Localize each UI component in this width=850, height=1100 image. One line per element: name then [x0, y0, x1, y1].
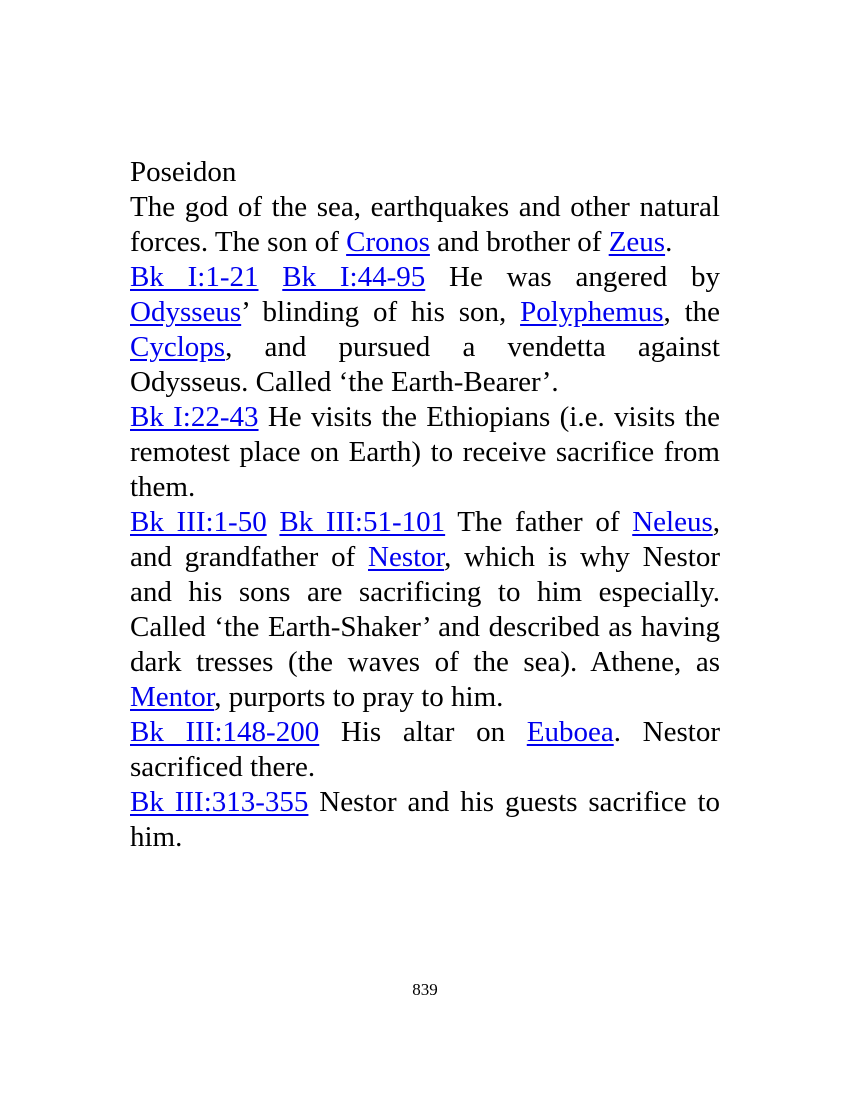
- paragraph-text: The father of: [445, 506, 633, 538]
- paragraph-text: , purports to pray to him.: [214, 681, 504, 713]
- entry-content: [130, 155, 720, 855]
- entry-title: Poseidon: [130, 156, 237, 188]
- paragraph-text: [258, 261, 282, 293]
- entry-paragraph: [130, 190, 720, 260]
- cross-reference-link[interactable]: Neleus: [632, 506, 713, 538]
- paragraph-text: .: [665, 226, 673, 258]
- cross-reference-link[interactable]: Bk III:1-50: [130, 506, 267, 538]
- cross-reference-link[interactable]: Nestor: [368, 541, 445, 573]
- cross-reference-link[interactable]: Bk III:51-101: [279, 506, 446, 538]
- cross-reference-link[interactable]: Odysseus: [130, 296, 242, 328]
- entry-paragraph: [130, 715, 720, 785]
- cross-reference-link[interactable]: Zeus: [608, 226, 666, 258]
- entry-paragraph: [130, 785, 720, 855]
- paragraph-text: . Nestor sacrificed there.: [130, 716, 720, 783]
- cross-reference-link[interactable]: Cyclops: [130, 331, 226, 363]
- entry-paragraph: [130, 505, 720, 715]
- page-number: 839: [412, 980, 438, 999]
- paragraph-text: , which is why Nestor and his sons are sacrificing to him especially. Called ‘the Earth-Shaker’ and described as having dark tresses (the waves of the sea). Athene, as: [130, 541, 720, 678]
- paragraph-text: ’ blinding of his son,: [241, 296, 521, 328]
- paragraph-text: [267, 506, 280, 538]
- entry-paragraph: [130, 260, 720, 400]
- cross-reference-link[interactable]: Bk I:22-43: [130, 401, 259, 433]
- entry-paragraph: [130, 400, 720, 505]
- cross-reference-link[interactable]: Polyphemus: [520, 296, 664, 328]
- cross-reference-link[interactable]: Bk I:44-95: [282, 261, 426, 293]
- entry-paragraphs: [130, 190, 720, 855]
- paragraph-text: , and grandfather of: [130, 506, 720, 573]
- cross-reference-link[interactable]: Euboea: [526, 716, 614, 748]
- cross-reference-link[interactable]: Mentor: [130, 681, 215, 713]
- paragraph-text: and brother of: [429, 226, 609, 258]
- cross-reference-link[interactable]: Cronos: [346, 226, 430, 258]
- paragraph-text: Nestor and his guests sacrifice to him.: [130, 786, 720, 853]
- paragraph-text: He was angered by: [425, 261, 721, 293]
- cross-reference-link[interactable]: Bk III:148-200: [130, 716, 320, 748]
- paragraph-text: , the: [663, 296, 720, 328]
- paragraph-text: , and pursued a vendetta against Odysseus. Called ‘the Earth-Bearer’.: [130, 331, 720, 398]
- paragraph-text: His altar on: [319, 716, 527, 748]
- cross-reference-link[interactable]: Bk III:313-355: [130, 786, 309, 818]
- cross-reference-link[interactable]: Bk I:1-21: [130, 261, 259, 293]
- paragraph-text: He visits the Ethiopians (i.e. visits the remotest place on Earth) to receive sacrifice from them.: [130, 401, 720, 503]
- paragraph-text: The god of the sea, earthquakes and other natural forces. The son of: [130, 191, 720, 258]
